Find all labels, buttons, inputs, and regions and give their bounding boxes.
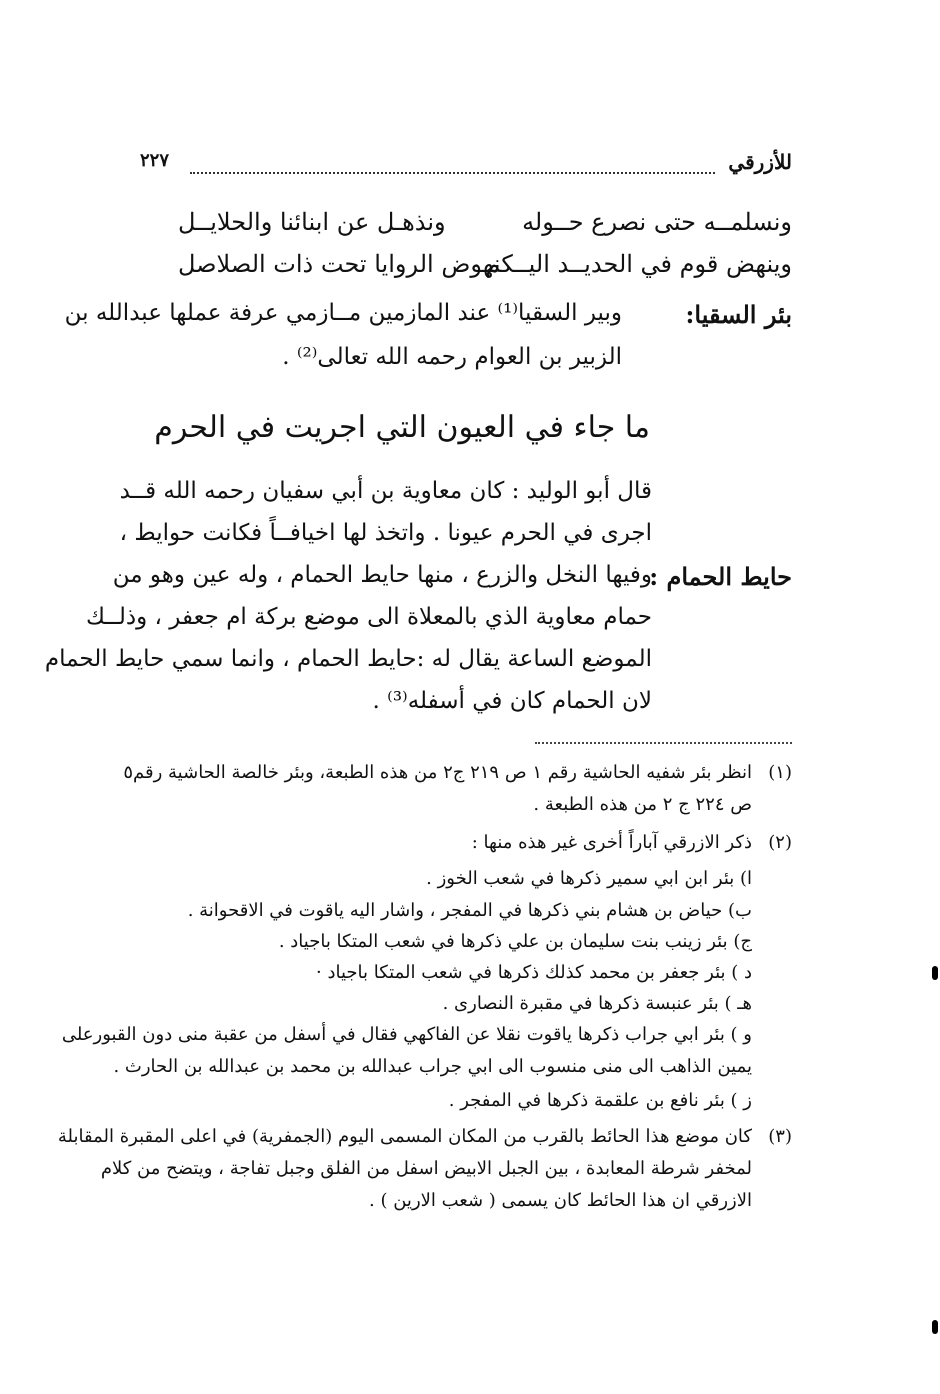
verse-1-first-hemistich: ونسلمــه حتى نصرع حــوله [522,208,792,236]
footnote-2-item: ا) بئر ابن ابي سمير ذكرها في شعب الخوز . [426,868,752,889]
footnote-3-marker: (٣) [768,1126,792,1147]
footnote-1-line-1: انظر بئر شفيه الحاشية رقم ١ ص ٢١٩ ج٢ من هذه الطبعة، وبئر خالصة الحاشية رقم٥ [123,762,752,783]
paragraph-line-2: اجرى في الحرم عيونا . واتخذ لها اخيافــاً فكانت حوايط ، [119,520,652,546]
hammam-line-3: الموضع الساعة يقال له :حايط الحمام ، وانما سمي حايط الحمام [44,646,652,672]
saqya-line-2: الزبير بن العوام رحمه الله تعالى⁽²⁾ . [282,344,622,370]
verse-2-second-hemistich: نهوض الروايا تحت ذات الصلاصل [178,250,501,278]
margin-label-hammam: حايط الحمام : [649,562,792,591]
footnote-2-intro: ذكر الازرقي آباراً أخرى غير هذه منها : [471,832,752,853]
footnote-3-line-2: لمخفر شرطة المعابدة ، بين الجبل الابيض اسفل من الفلق وجبل تفاجة ، ويتضح من كلام [100,1158,752,1179]
footnote-2-item-continuation: يمين الذاهب الى منى منسوب الى ابي جراب عبدالله بن محمد بن عبدالله بن الحارث . [113,1056,752,1077]
verse-1-second-hemistich: ونذهـل عن ابنائنا والحلايــل [178,208,446,236]
footnote-separator [535,742,792,744]
paragraph-line-1: قال أبو الوليد : كان معاوية بن أبي سفيان رحمه الله قــد [119,478,652,504]
scan-mark [932,1320,938,1334]
page-number: ٢٢٧ [140,150,170,171]
footnote-2-item: و ) بئر ابي جراب ذكرها ياقوت نقلا عن الفاكهي فقال في أسفل من عقبة منى دون القبورعلى [61,1024,752,1045]
footnote-2-item: د ) بئر جعفر بن محمد كذلك ذكرها في شعب المتكا باجياد · [316,962,752,983]
footnote-3-line-3: الازرقي ان هذا الحائط كان يسمى ( شعب الارين ) . [369,1190,752,1211]
header-leader-dots [190,172,715,174]
hammam-line-2: حمام معاوية الذي بالمعلاة الى موضع بركة ام جعفر ، وذلــك [85,604,652,630]
footnote-3-line-1: كان موضع هذا الحائط بالقرب من المكان المسمى اليوم (الجمفرية) في اعلى المقبرة المقابلة [57,1126,752,1147]
footnote-2-item: ز ) بئر نافع بن علقمة ذكرها في المفجر . [448,1090,752,1111]
verse-2-first-hemistich: وينهض قوم في الحديــد اليــكم [485,250,792,278]
saqya-line-1: وبير السقيا⁽¹⁾ عند المازمين مــازمي عرفة عملها عبدالله بن [64,300,622,326]
footnote-2-item: ج) بئر زينب بنت سليمان بن علي ذكرها في شعب المتكا باجياد . [278,931,752,952]
hammam-line-1: وفيها النخل والزرع ، منها حايط الحمام ، وله عين وهو من [112,562,652,588]
section-heading: ما جاء في العيون التي اجريت في الحرم [154,410,650,445]
hammam-line-4: لان الحمام كان في أسفله⁽³⁾ . [372,688,652,714]
scan-mark [932,966,938,980]
footnote-2-item: ب) حياض بن هشام بني ذكرها في المفجر ، واشار اليه ياقوت في الاقحوانة . [187,900,752,921]
footnote-2-item: هـ ) بئر عنبسة ذكرها في مقبرة النصارى . [442,993,752,1014]
running-title: للأزرقي [728,150,792,174]
margin-label-saqya: بئر السقيا: [685,300,792,329]
footnote-1-line-2: ص ٢٢٤ ج ٢ من هذه الطبعة . [533,794,752,815]
footnote-1-marker: (١) [768,762,792,783]
footnote-2-marker: (٢) [768,832,792,853]
